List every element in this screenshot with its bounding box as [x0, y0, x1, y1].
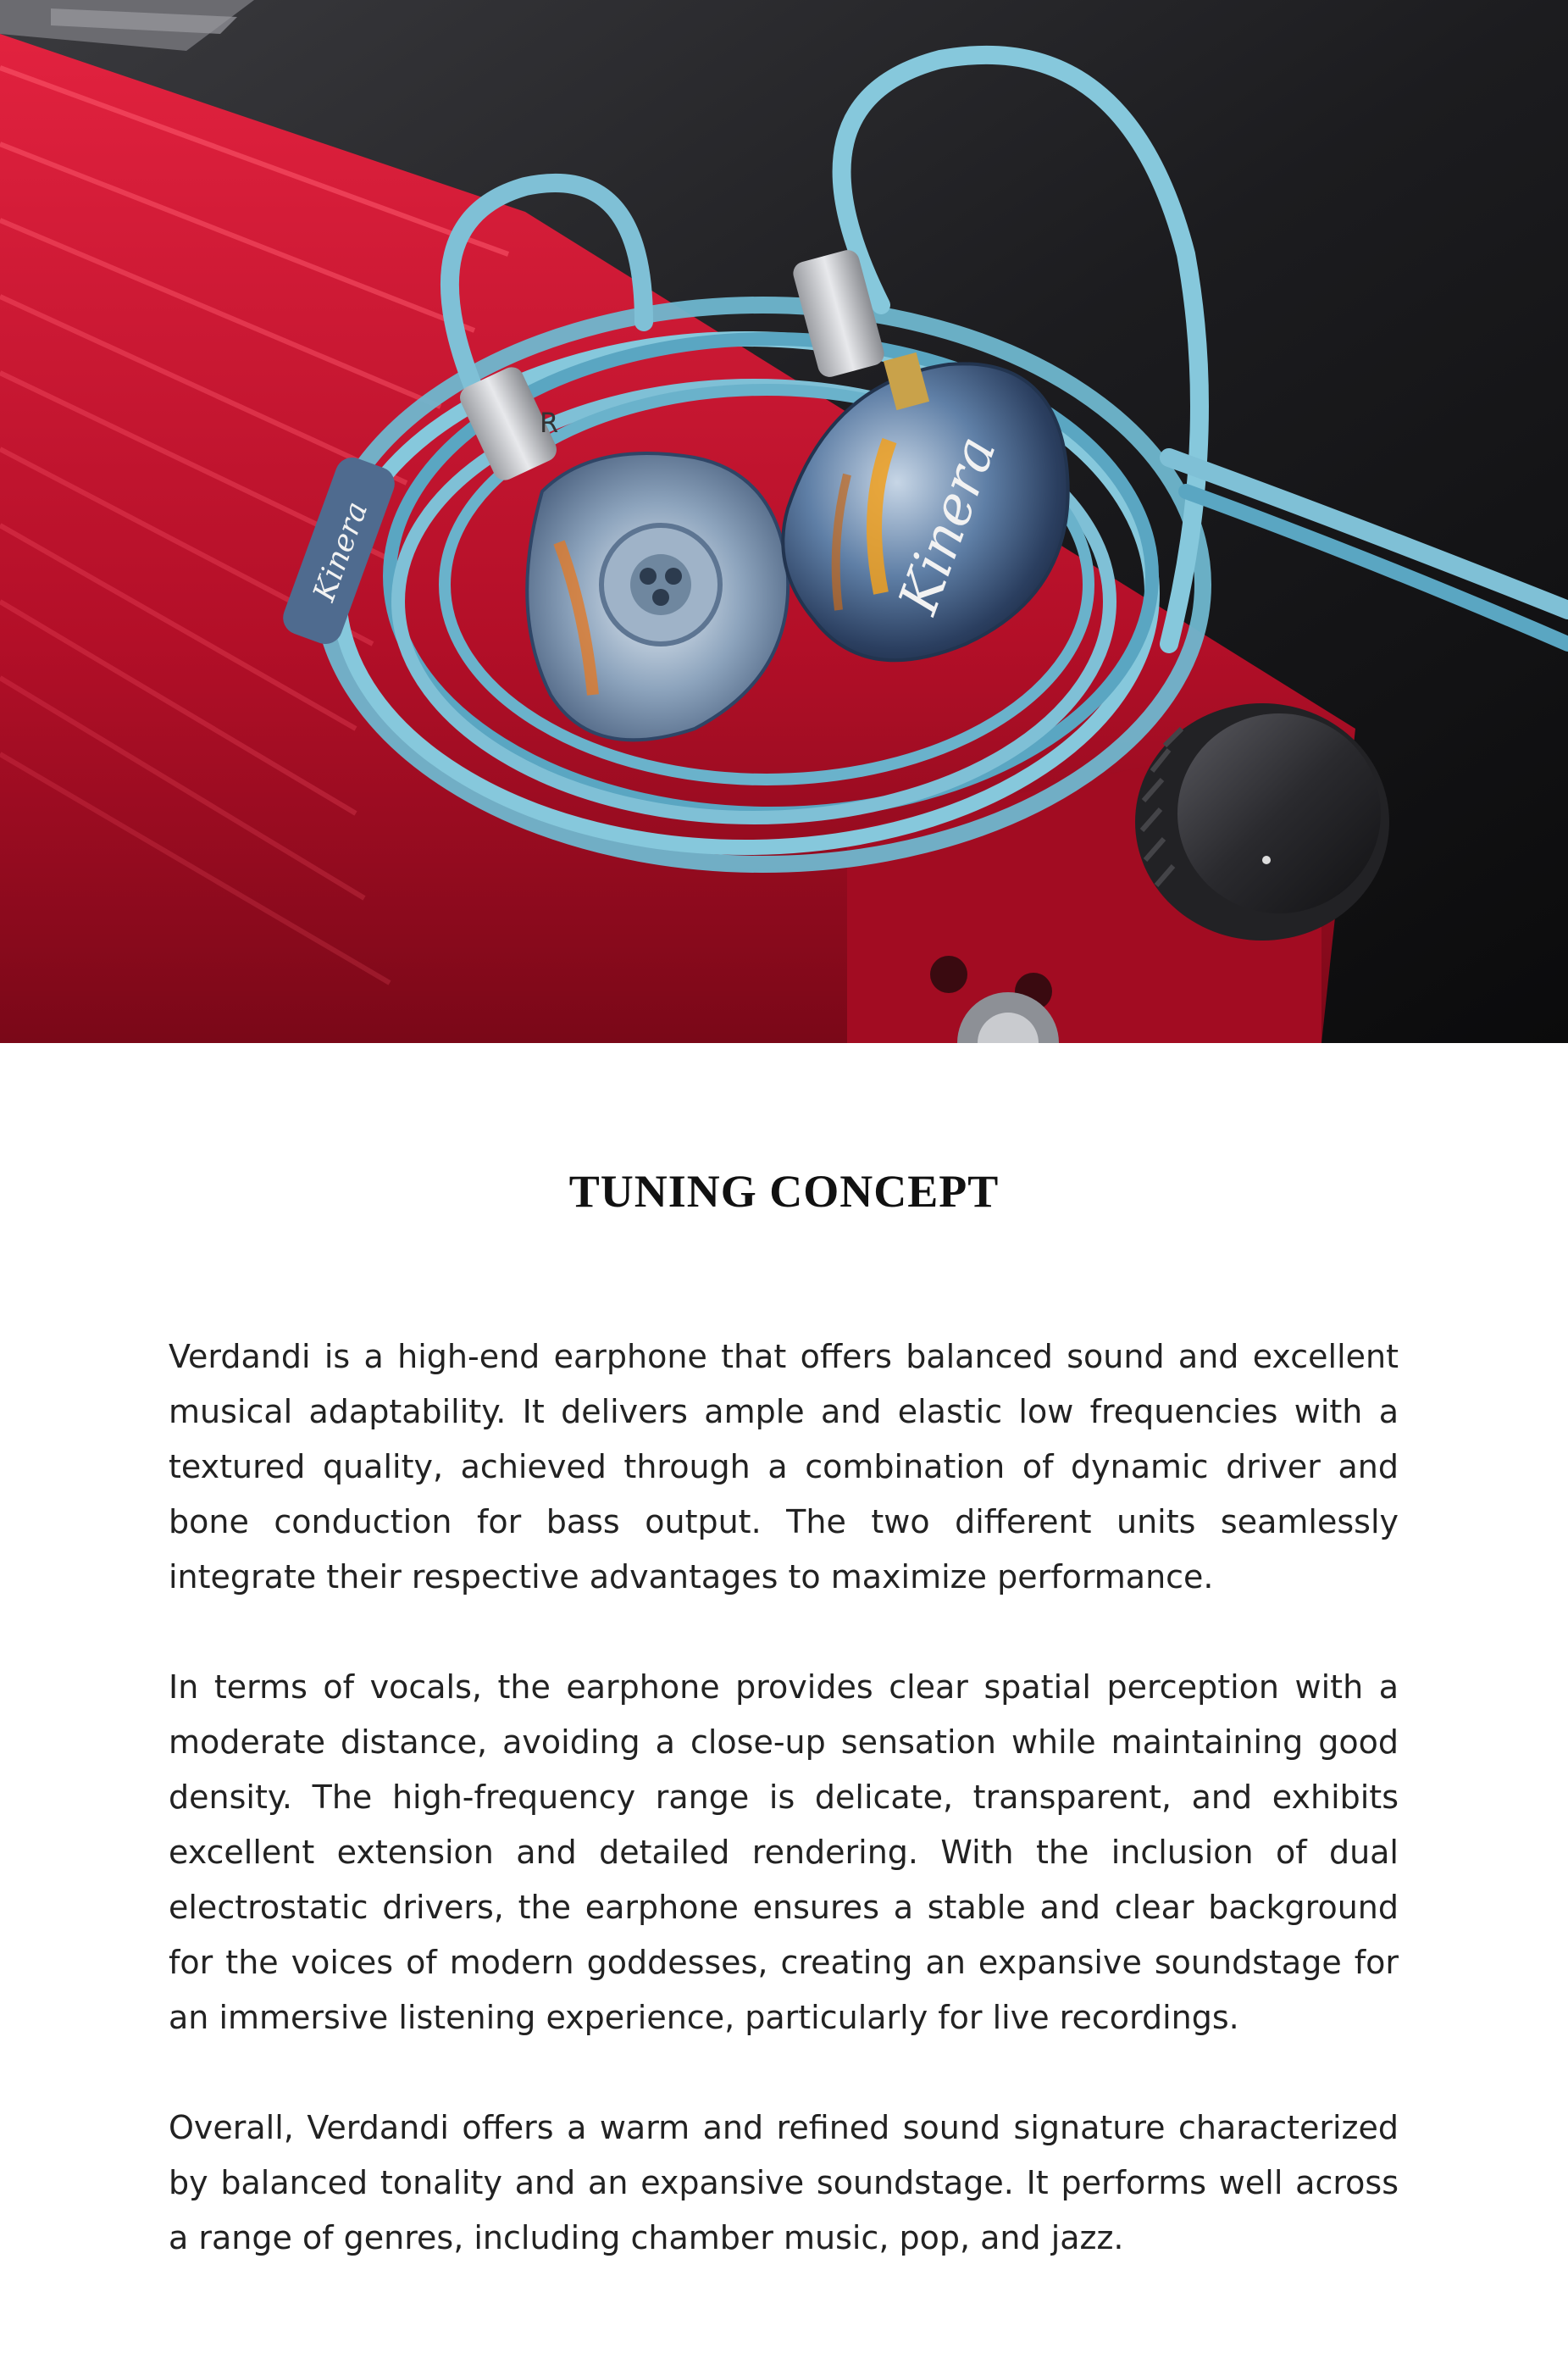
right-marker: R: [540, 407, 559, 439]
earpiece-brand: Kinera: [887, 428, 1009, 622]
hero-product-photo: [0, 0, 1568, 1043]
paragraph-bass: Verdandi is a high-end earphone that offers balanced sound and excellent musical adaptability. It delivers ample and elastic low frequencies with a textured quality, achieved through a combination of dynamic driver and bone conduction for bass output. The two different units seamlessly integrate their respective advantages to maximize performance.: [169, 1338, 1399, 1595]
paragraph-overall: Overall, Verdandi offers a warm and refined sound signature characterized by balanced tonality and an expansive soundstage. It performs well across a range of genres, including chamber music, pop, and jazz.: [169, 2109, 1399, 2256]
tuning-concept-section: [0, 1043, 1568, 2353]
section-title: TUNING CONCEPT: [568, 1166, 1000, 1217]
product-illustration: [0, 0, 1568, 1043]
paragraph-vocals-treble: In terms of vocals, the earphone provides clear spatial perception with a moderate distance, avoiding a close-up sensation while maintaining good density. The high-frequency range is delicate, transparent, and exhibits excellent extension and detailed rendering. With the inclusion of dual electrostatic drivers, the earphone ensures a stable and clear background for the voices of modern goddesses, creating an expansive soundstage for an immersive listening experience, particularly for live recordings.: [169, 1668, 1399, 2036]
volume-knob: [1135, 703, 1389, 941]
description-body: [169, 1329, 1399, 2321]
cable-clip-brand: Kinera: [307, 497, 375, 606]
